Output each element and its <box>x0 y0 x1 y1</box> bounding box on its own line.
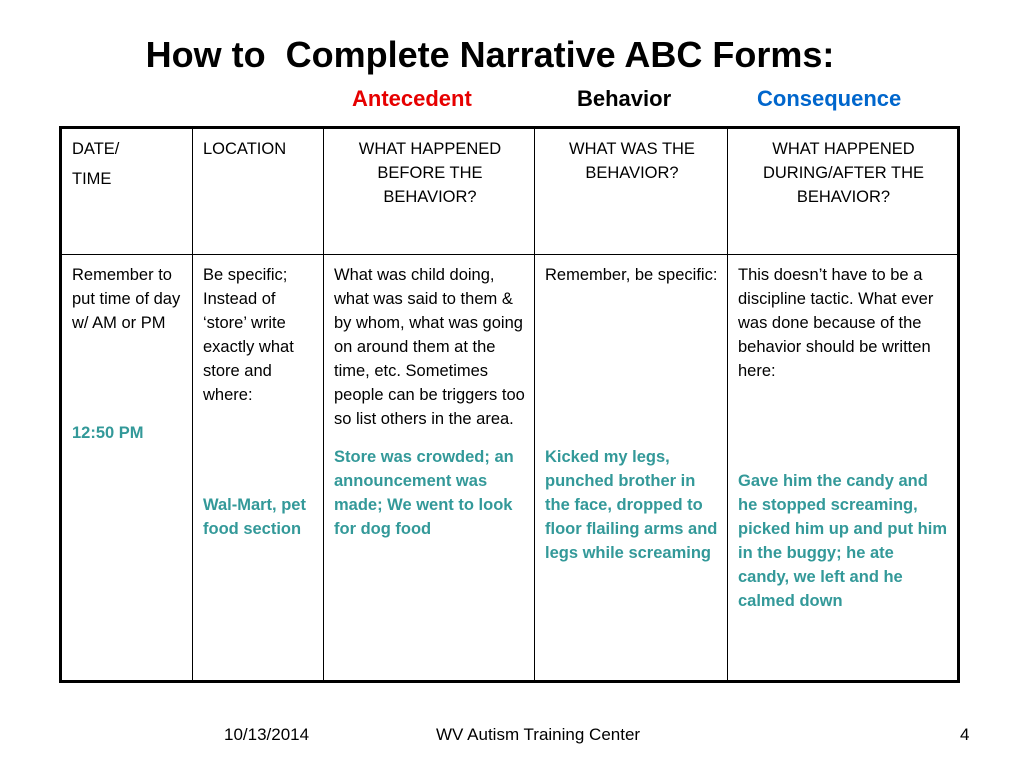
header-date-label: DATE/ <box>72 140 120 158</box>
header-behavior: WHAT WAS THE BEHAVIOR? <box>535 128 728 255</box>
slide-title: How to Complete Narrative ABC Forms: <box>145 34 835 75</box>
antecedent-instruction: What was child doing, what was said to them & by whom, what was going on around them at the time, etc. Sometimes people can be triggers too so list others in the area. <box>334 266 525 428</box>
header-before: WHAT HAPPENED BEFORE THE BEHAVIOR? <box>324 128 535 255</box>
date-cell <box>61 255 193 682</box>
footer-date: 10/13/2014 <box>224 725 310 744</box>
abc-form-table <box>59 126 960 683</box>
behavior-example: Kicked my legs, punched brother in the face, dropped to floor flailing arms and legs while screaming <box>545 448 718 562</box>
consequence-cell <box>728 255 959 682</box>
header-date-time <box>61 128 193 255</box>
header-time-label: TIME <box>72 170 112 188</box>
consequence-label: Consequence <box>757 86 902 111</box>
antecedent-label: Antecedent <box>352 86 472 111</box>
location-instruction: Be specific; Instead of ‘store’ write exactly what store and where: <box>203 266 294 404</box>
consequence-example: Gave him the candy and he stopped screaming, picked him up and put him in the buggy; he ate candy, we left and he calmed down <box>738 472 948 610</box>
table-body-row <box>61 255 959 682</box>
date-example: 12:50 PM <box>72 424 144 442</box>
location-cell <box>193 255 324 682</box>
footer-organization: WV Autism Training Center <box>436 725 641 744</box>
consequence-instruction: This doesn’t have to be a discipline tactic. What ever was done because of the behavior should be written here: <box>738 266 934 380</box>
header-after: WHAT HAPPENED DURING/AFTER THE BEHAVIOR? <box>728 128 959 255</box>
header-location: LOCATION <box>193 128 324 255</box>
behavior-label: Behavior <box>577 86 672 111</box>
antecedent-cell <box>324 255 535 682</box>
behavior-instruction: Remember, be specific: <box>545 266 718 284</box>
location-example: Wal-Mart, pet food section <box>203 496 306 538</box>
date-instruction: Remember to put time of day w/ AM or PM <box>72 266 181 332</box>
table-header-row <box>61 128 959 255</box>
antecedent-example: Store was crowded; an announcement was made; We went to look for dog food <box>334 448 514 538</box>
page-number: 4 <box>960 725 970 744</box>
behavior-cell <box>535 255 728 682</box>
